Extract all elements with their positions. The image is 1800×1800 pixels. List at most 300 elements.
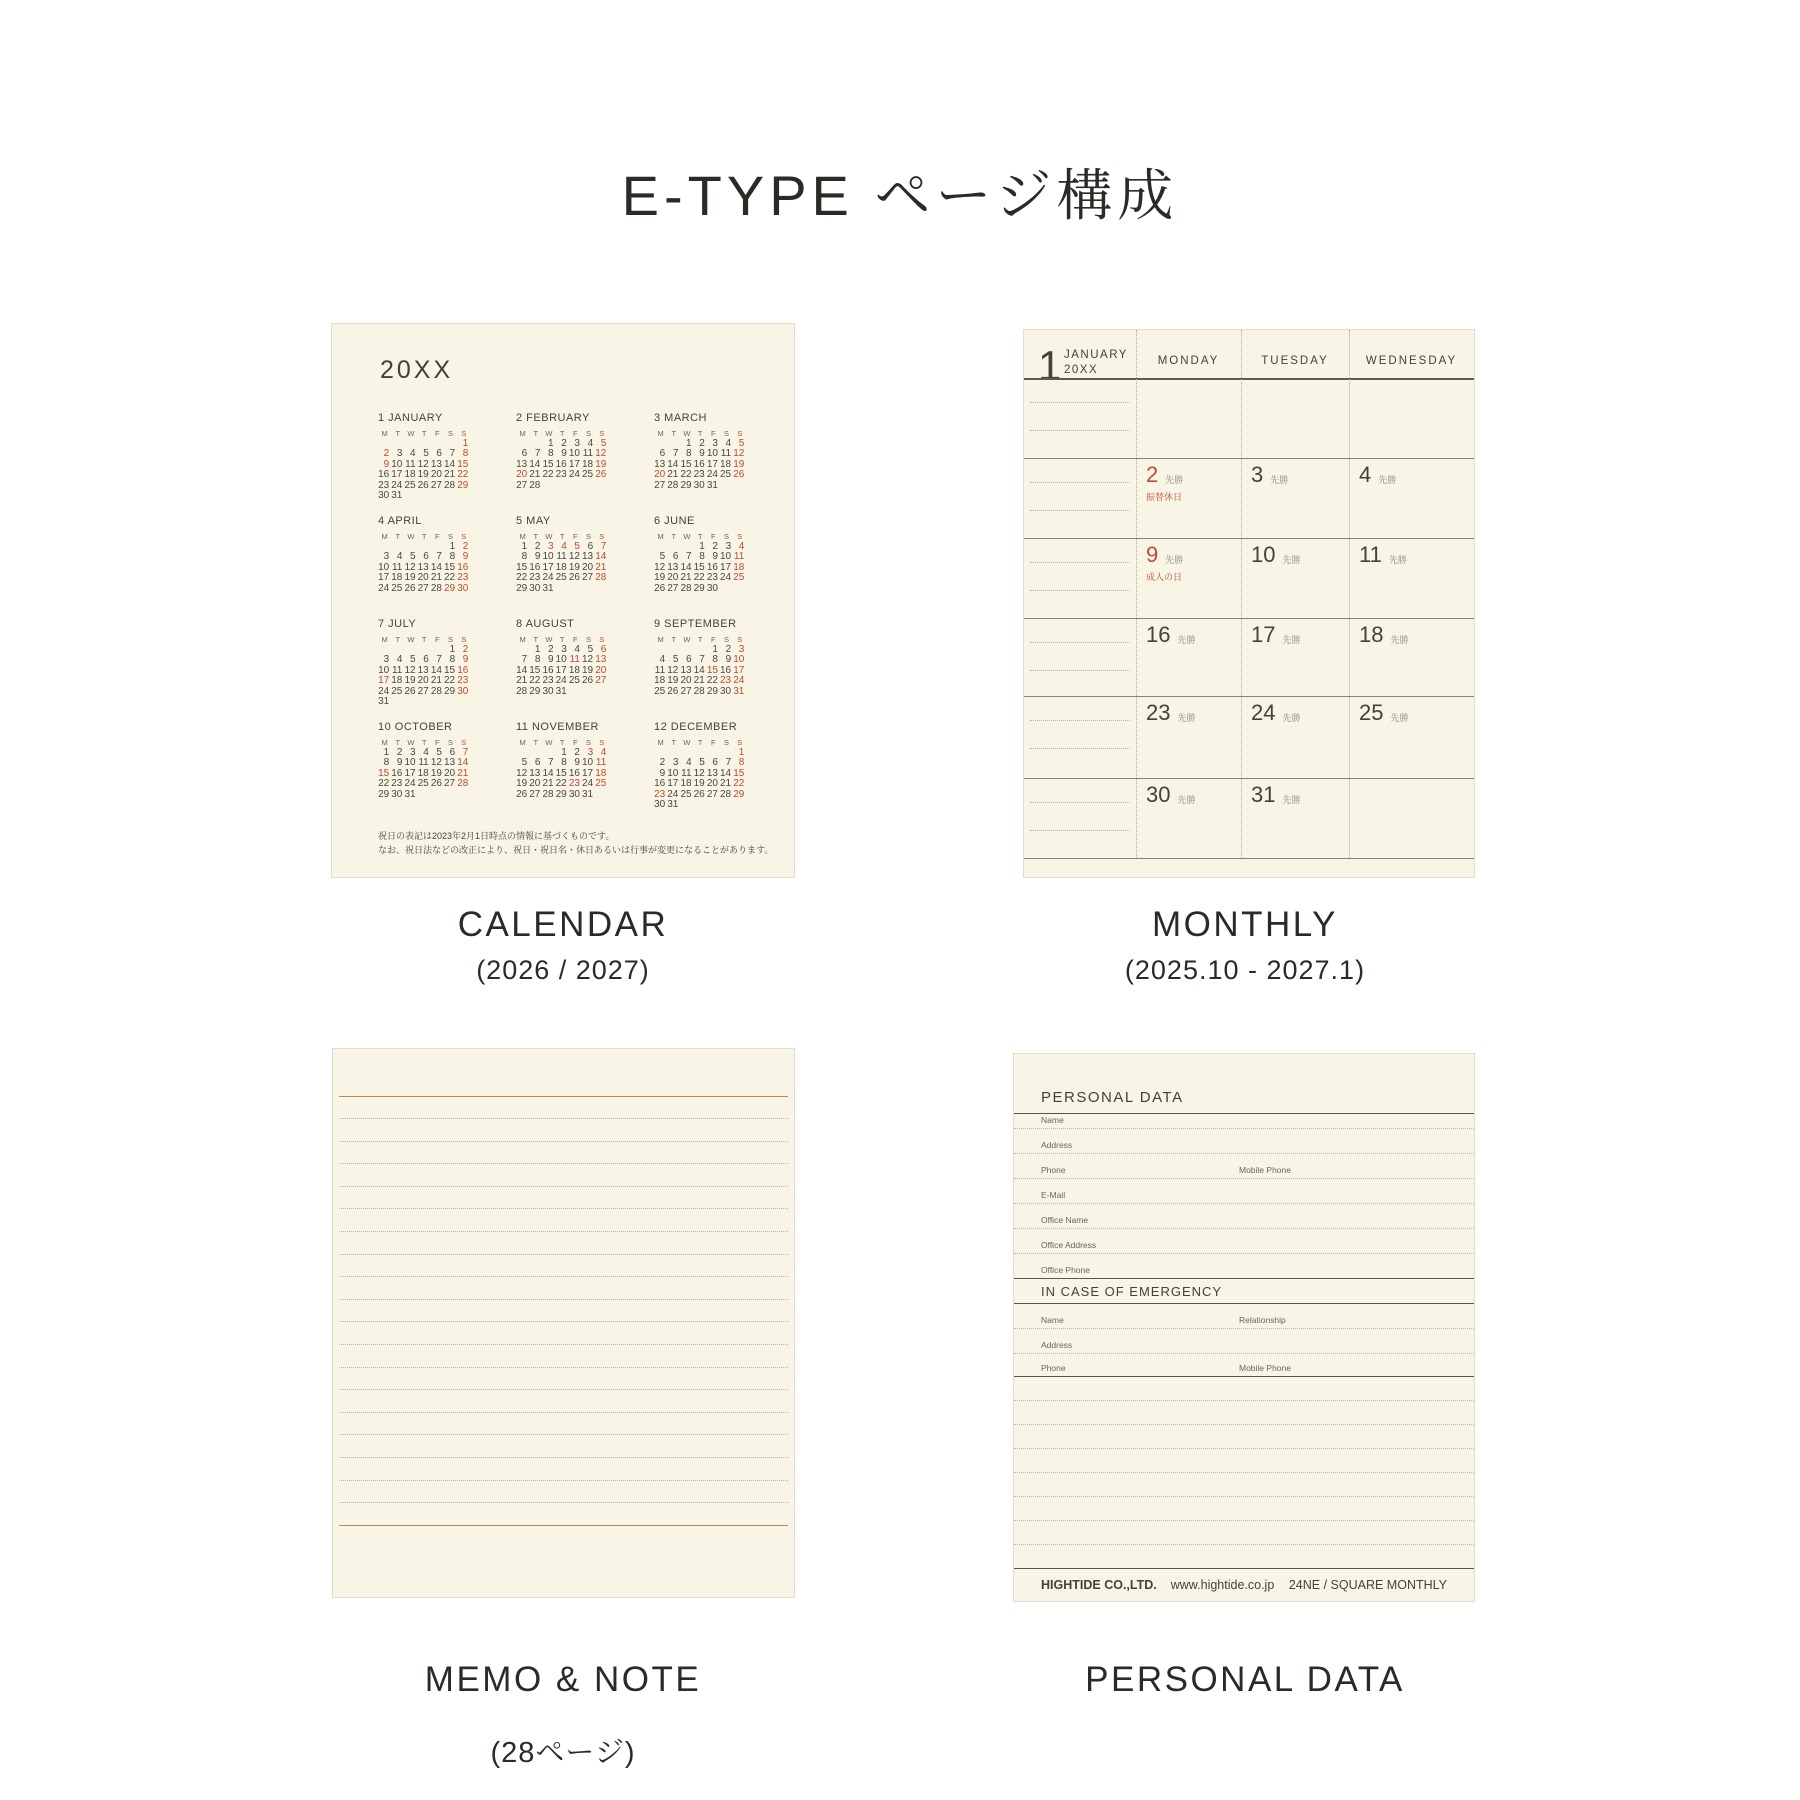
day-number: 19 <box>582 664 594 676</box>
day-number: 1 <box>548 438 554 449</box>
day-number: 30 <box>706 582 718 594</box>
day-number: 24 <box>391 479 403 491</box>
personal-header-rule <box>1014 1113 1474 1114</box>
day-number: 26 <box>417 479 429 491</box>
day-number: 2 <box>725 644 732 655</box>
weekday-letter: T <box>559 532 565 541</box>
mini-month-grid <box>516 634 612 697</box>
day-number: 19 <box>667 675 679 687</box>
mini-month-grid <box>516 428 612 491</box>
day-number: 11 <box>582 448 594 460</box>
day-number <box>569 687 582 697</box>
day-number: 25 <box>680 788 692 800</box>
monthly-week-rule <box>1024 696 1474 697</box>
field-line <box>1014 1228 1474 1229</box>
weekday-letter: S <box>461 738 467 747</box>
day-number: 1 <box>449 541 456 552</box>
day-number: 23 <box>654 788 666 800</box>
day-number: 17 <box>706 458 718 470</box>
day-number: 28 <box>529 479 541 491</box>
day-number <box>720 481 733 491</box>
day-number: 22 <box>378 778 390 790</box>
day-number: 28 <box>516 685 528 697</box>
monthly-day-cell <box>1251 464 1288 486</box>
monthly-day-cell <box>1359 702 1409 724</box>
monthly-day-cell <box>1146 464 1183 486</box>
rokuyo-label: 先勝 <box>1177 795 1196 805</box>
day-number: 17 <box>720 561 732 573</box>
day-number <box>418 491 431 501</box>
day-number: 28 <box>595 572 607 584</box>
weekday-letter: S <box>724 532 730 541</box>
weekday-letter: S <box>737 635 743 644</box>
monthly-day-number: 16 <box>1146 622 1171 647</box>
caption-monthly <box>1035 905 1455 986</box>
day-number: 22 <box>444 572 456 584</box>
day-number: 3 <box>383 654 390 666</box>
day-number: 31 <box>391 489 403 501</box>
notes-dotted-line <box>1030 642 1130 643</box>
day-number: 29 <box>378 788 390 800</box>
day-number: 25 <box>417 778 429 790</box>
rokuyo-label: 先勝 <box>1177 713 1196 723</box>
monthly-month-number: 1 <box>1038 342 1062 389</box>
day-number: 11 <box>418 757 429 769</box>
day-number: 7 <box>672 448 679 460</box>
day-number: 13 <box>706 767 718 779</box>
day-number: 5 <box>436 747 442 758</box>
day-number: 15 <box>457 458 469 470</box>
field-line <box>1014 1203 1474 1204</box>
field-label: Name <box>1041 1115 1064 1125</box>
day-number: 6 <box>712 757 718 769</box>
day-number: 8 <box>521 551 528 563</box>
day-number: 14 <box>595 551 607 563</box>
holiday-label: 振替休日 <box>1146 492 1183 502</box>
day-number: 30 <box>378 489 390 501</box>
day-number: 29 <box>444 685 456 697</box>
day-number: 12 <box>516 767 528 779</box>
day-number: 5 <box>699 757 705 769</box>
footer-product-code: 24NE / SQUARE MONTHLY <box>1288 1578 1447 1592</box>
monthly-day-number: 31 <box>1251 782 1276 807</box>
day-number <box>595 584 608 594</box>
day-number: 3 <box>712 438 718 449</box>
day-number: 20 <box>680 675 692 687</box>
weekday-letter: T <box>421 635 427 644</box>
weekday-letter: M <box>657 738 664 747</box>
weekday-letter: S <box>586 532 592 541</box>
blank-dotted-line <box>1014 1496 1474 1497</box>
day-number: 29 <box>529 685 541 697</box>
day-number: 16 <box>555 458 567 470</box>
day-number: 1 <box>686 438 692 449</box>
memo-dotted-line <box>339 1457 788 1458</box>
weekday-letter: T <box>697 429 703 438</box>
day-number: 11 <box>720 448 732 460</box>
footer-company-name: HIGHTIDE CO.,LTD. <box>1041 1578 1157 1592</box>
monthly-week-rule <box>1024 778 1474 779</box>
calendar-note-line2: なお、祝日法などの改正により、祝日・祝日名・休日あるいは行事が変更になることがあります。 <box>378 844 774 855</box>
day-number <box>720 800 733 810</box>
mini-month <box>378 515 474 618</box>
caption-personal <box>1035 1660 1455 1700</box>
day-number: 20 <box>417 675 429 687</box>
day-number: 6 <box>423 551 429 563</box>
day-number: 27 <box>529 788 541 800</box>
memo-dotted-line <box>339 1344 788 1345</box>
holiday-label: 成人の日 <box>1146 572 1183 582</box>
day-number: 2 <box>548 644 554 655</box>
day-number: 12 <box>430 757 442 769</box>
day-number: 9 <box>396 757 403 769</box>
weekday-letter: S <box>737 738 743 747</box>
caption-calendar <box>353 905 773 986</box>
day-number: 8 <box>449 654 456 666</box>
field-label: Relationship <box>1239 1315 1286 1325</box>
day-number: 19 <box>417 469 429 481</box>
day-number: 3 <box>561 644 567 655</box>
day-number: 30 <box>529 582 541 594</box>
weekday-letter: M <box>381 532 388 541</box>
monthly-week-rule <box>1024 618 1474 619</box>
monthly-day-cell <box>1146 544 1183 566</box>
blank-dotted-line <box>1014 1400 1474 1401</box>
mini-month-grid <box>654 531 750 594</box>
memo-dotted-line <box>339 1412 788 1413</box>
day-number: 10 <box>720 551 732 563</box>
day-number: 28 <box>444 479 456 491</box>
rokuyo-label: 先勝 <box>1165 555 1184 565</box>
rokuyo-label: 先勝 <box>1390 635 1409 645</box>
weekday-letter: S <box>724 635 730 644</box>
day-number: 21 <box>457 767 469 779</box>
day-number: 7 <box>462 747 469 758</box>
day-number: 19 <box>430 767 442 779</box>
day-number: 25 <box>582 469 594 481</box>
day-number: 22 <box>693 572 705 584</box>
day-number: 14 <box>529 458 541 470</box>
day-number: 12 <box>404 664 416 676</box>
day-number: 26 <box>516 788 528 800</box>
day-number <box>582 481 595 491</box>
day-number: 27 <box>680 685 692 697</box>
day-number: 11 <box>556 551 567 563</box>
mini-month-label: 3 MARCH <box>654 412 708 424</box>
weekday-letter: M <box>657 532 664 541</box>
day-number: 4 <box>396 551 403 563</box>
mini-month-label: 8 AUGUST <box>516 618 575 630</box>
mini-month <box>516 515 612 618</box>
day-number: 13 <box>654 458 666 470</box>
field-line <box>1014 1328 1474 1329</box>
weekday-letter: S <box>724 738 730 747</box>
day-number: 15 <box>693 561 705 573</box>
day-number: 18 <box>404 469 416 481</box>
rokuyo-label: 先勝 <box>1177 635 1196 645</box>
day-number: 13 <box>595 654 607 666</box>
rokuyo-label: 先勝 <box>1270 475 1289 485</box>
memo-bottom-rule <box>339 1525 788 1526</box>
day-number: 23 <box>555 469 567 481</box>
notes-dotted-line <box>1030 802 1130 803</box>
day-number: 25 <box>568 675 580 687</box>
day-number: 20 <box>582 561 594 573</box>
day-number: 27 <box>417 582 429 594</box>
day-number: 30 <box>391 788 403 800</box>
calendar-months-grid <box>378 412 792 810</box>
day-number: 18 <box>582 458 594 470</box>
day-number: 20 <box>444 767 456 779</box>
day-number: 13 <box>417 664 429 676</box>
weekday-letter: F <box>573 532 578 541</box>
weekday-letter: M <box>657 429 664 438</box>
day-number: 17 <box>733 664 745 676</box>
day-number: 2 <box>534 541 541 552</box>
field-label: Office Name <box>1041 1215 1089 1225</box>
memo-dotted-line <box>339 1480 788 1481</box>
day-number: 9 <box>548 654 554 666</box>
day-number: 1 <box>521 541 528 552</box>
weekday-letter: F <box>435 738 440 747</box>
memo-dotted-line <box>339 1254 788 1255</box>
day-number: 6 <box>449 747 456 758</box>
monthly-day-cell <box>1359 544 1407 566</box>
day-number: 24 <box>582 778 594 790</box>
day-number: 17 <box>391 469 403 481</box>
blank-dotted-line <box>1014 1448 1474 1449</box>
day-number: 4 <box>659 654 666 666</box>
day-number: 1 <box>449 644 456 655</box>
notes-dotted-line <box>1030 510 1130 511</box>
day-number: 31 <box>667 798 679 810</box>
day-number: 26 <box>568 572 580 584</box>
day-number: 14 <box>444 458 456 470</box>
day-number: 26 <box>654 582 666 594</box>
day-number: 9 <box>534 551 541 563</box>
day-number: 10 <box>404 757 416 769</box>
day-number: 31 <box>378 695 390 707</box>
day-number: 9 <box>725 654 732 666</box>
weekday-letter: S <box>737 532 743 541</box>
weekday-letter: S <box>461 635 467 644</box>
weekday-letter: F <box>573 738 578 747</box>
day-number: 4 <box>725 438 732 449</box>
day-number: 6 <box>587 541 594 552</box>
day-number: 18 <box>720 458 732 470</box>
monthly-week-rule <box>1024 538 1474 539</box>
weekday-letter: M <box>519 429 526 438</box>
mini-month-grid <box>654 634 750 697</box>
day-number: 22 <box>706 675 718 687</box>
day-number: 29 <box>444 582 456 594</box>
weekday-letter: F <box>435 429 440 438</box>
day-number: 10 <box>568 448 580 460</box>
day-number: 7 <box>436 551 442 563</box>
weekday-letter: F <box>573 429 578 438</box>
day-number <box>431 491 444 501</box>
day-number: 9 <box>462 551 469 563</box>
day-number <box>418 790 431 800</box>
day-number: 11 <box>733 551 745 563</box>
calendar-year: 20XX <box>380 356 454 384</box>
day-number: 1 <box>561 747 567 758</box>
day-number: 11 <box>405 458 416 470</box>
field-line <box>1014 1353 1474 1354</box>
day-number: 30 <box>568 788 580 800</box>
day-number: 21 <box>720 778 732 790</box>
monthly-day-number: 30 <box>1146 782 1171 807</box>
day-number: 7 <box>449 448 456 460</box>
weekday-letter: S <box>448 635 454 644</box>
day-number: 28 <box>542 788 554 800</box>
blank-dotted-line <box>1014 1520 1474 1521</box>
day-number: 31 <box>582 788 594 800</box>
day-number: 14 <box>430 561 442 573</box>
day-number <box>582 584 595 594</box>
day-number: 6 <box>534 757 541 769</box>
day-number: 11 <box>654 664 666 676</box>
day-number: 4 <box>574 644 580 655</box>
weekday-letter: F <box>435 532 440 541</box>
day-number: 24 <box>568 469 580 481</box>
memo-dotted-line <box>339 1141 788 1142</box>
day-number: 12 <box>595 448 607 460</box>
calendar-note-line1: 祝日の表記は2023年2月1日時点の情報に基づくものです。 <box>378 831 615 841</box>
day-number: 25 <box>391 582 403 594</box>
mini-month <box>378 721 474 810</box>
day-number: 12 <box>693 767 705 779</box>
memo-dotted-line <box>339 1208 788 1209</box>
day-number: 4 <box>738 541 745 552</box>
mini-month-label: 1 JANUARY <box>378 412 443 424</box>
day-number: 31 <box>733 685 745 697</box>
memo-dotted-line <box>339 1321 788 1322</box>
day-number: 25 <box>555 572 567 584</box>
day-number <box>444 790 457 800</box>
weekday-letter: W <box>683 635 691 644</box>
weekday-letter: S <box>448 429 454 438</box>
day-number: 6 <box>686 654 692 666</box>
caption-memo-title: MEMO & NOTE <box>424 1660 702 1699</box>
day-number: 14 <box>667 458 679 470</box>
day-number: 22 <box>457 469 469 481</box>
mini-month-label: 5 MAY <box>516 515 551 527</box>
day-number: 2 <box>574 747 580 758</box>
weekday-letter: M <box>657 635 664 644</box>
day-number: 27 <box>595 675 607 687</box>
day-number: 23 <box>542 675 554 687</box>
weekday-letter: T <box>671 738 677 747</box>
day-number: 12 <box>667 664 679 676</box>
day-number: 15 <box>706 664 718 676</box>
day-number: 21 <box>444 469 456 481</box>
day-number: 7 <box>725 757 732 769</box>
day-number: 17 <box>667 778 679 790</box>
day-number: 28 <box>680 582 692 594</box>
monthly-day-number: 10 <box>1251 542 1276 567</box>
day-number: 12 <box>582 654 594 666</box>
day-number: 16 <box>693 458 705 470</box>
day-number: 16 <box>378 469 390 481</box>
day-number <box>733 800 746 810</box>
field-label: Office Address <box>1041 1240 1097 1250</box>
day-number: 2 <box>462 541 469 552</box>
day-number: 19 <box>595 458 607 470</box>
monthly-header-monday: MONDAY <box>1157 355 1220 367</box>
monthly-week-rule <box>1024 458 1474 459</box>
day-number: 3 <box>725 541 732 552</box>
monthly-column-separator <box>1136 330 1137 858</box>
day-number: 27 <box>582 572 594 584</box>
day-number: 28 <box>430 685 442 697</box>
weekday-letter: S <box>586 635 592 644</box>
day-number: 18 <box>391 675 403 687</box>
field-label: Phone <box>1041 1165 1066 1175</box>
day-number: 8 <box>383 757 390 769</box>
weekday-letter: F <box>435 635 440 644</box>
day-number: 7 <box>686 551 692 563</box>
day-number: 24 <box>555 675 567 687</box>
emergency-header: IN CASE OF EMERGENCY <box>1041 1284 1223 1299</box>
weekday-letter: S <box>737 429 743 438</box>
notes-dotted-line <box>1030 482 1130 483</box>
day-number: 10 <box>378 664 390 676</box>
mini-month <box>378 412 474 515</box>
notes-dotted-line <box>1030 430 1130 431</box>
weekday-letter: S <box>448 532 454 541</box>
mini-month-grid <box>378 531 474 594</box>
day-number: 9 <box>712 551 718 563</box>
day-number <box>542 481 555 491</box>
day-number: 17 <box>378 675 390 687</box>
footer-rule <box>1014 1568 1474 1569</box>
day-number: 5 <box>672 654 679 666</box>
day-number: 28 <box>430 582 442 594</box>
rokuyo-label: 先勝 <box>1390 713 1409 723</box>
day-number: 15 <box>680 458 692 470</box>
day-number: 20 <box>667 572 679 584</box>
day-number <box>556 584 569 594</box>
day-number: 17 <box>542 561 554 573</box>
weekday-letter: S <box>599 532 605 541</box>
weekday-letter: T <box>421 738 427 747</box>
weekday-letter: S <box>599 738 605 747</box>
day-number: 22 <box>516 572 528 584</box>
day-number: 27 <box>654 479 666 491</box>
day-number: 22 <box>733 778 745 790</box>
day-number: 12 <box>568 551 580 563</box>
field-line <box>1014 1376 1474 1377</box>
day-number: 15 <box>516 561 528 573</box>
day-number: 23 <box>457 675 469 687</box>
day-number <box>595 687 608 697</box>
mini-month <box>654 412 750 515</box>
day-number: 31 <box>555 685 567 697</box>
weekday-letter: T <box>533 532 539 541</box>
day-number: 2 <box>561 438 567 449</box>
day-number: 7 <box>521 654 528 666</box>
day-number: 24 <box>706 469 718 481</box>
mini-month <box>654 515 750 618</box>
day-number: 22 <box>680 469 692 481</box>
mini-month-label: 7 JULY <box>378 618 417 630</box>
weekday-letter: T <box>395 429 401 438</box>
day-number <box>694 800 707 810</box>
memo-dotted-line <box>339 1367 788 1368</box>
weekday-letter: W <box>683 532 691 541</box>
weekday-letter: T <box>671 532 677 541</box>
